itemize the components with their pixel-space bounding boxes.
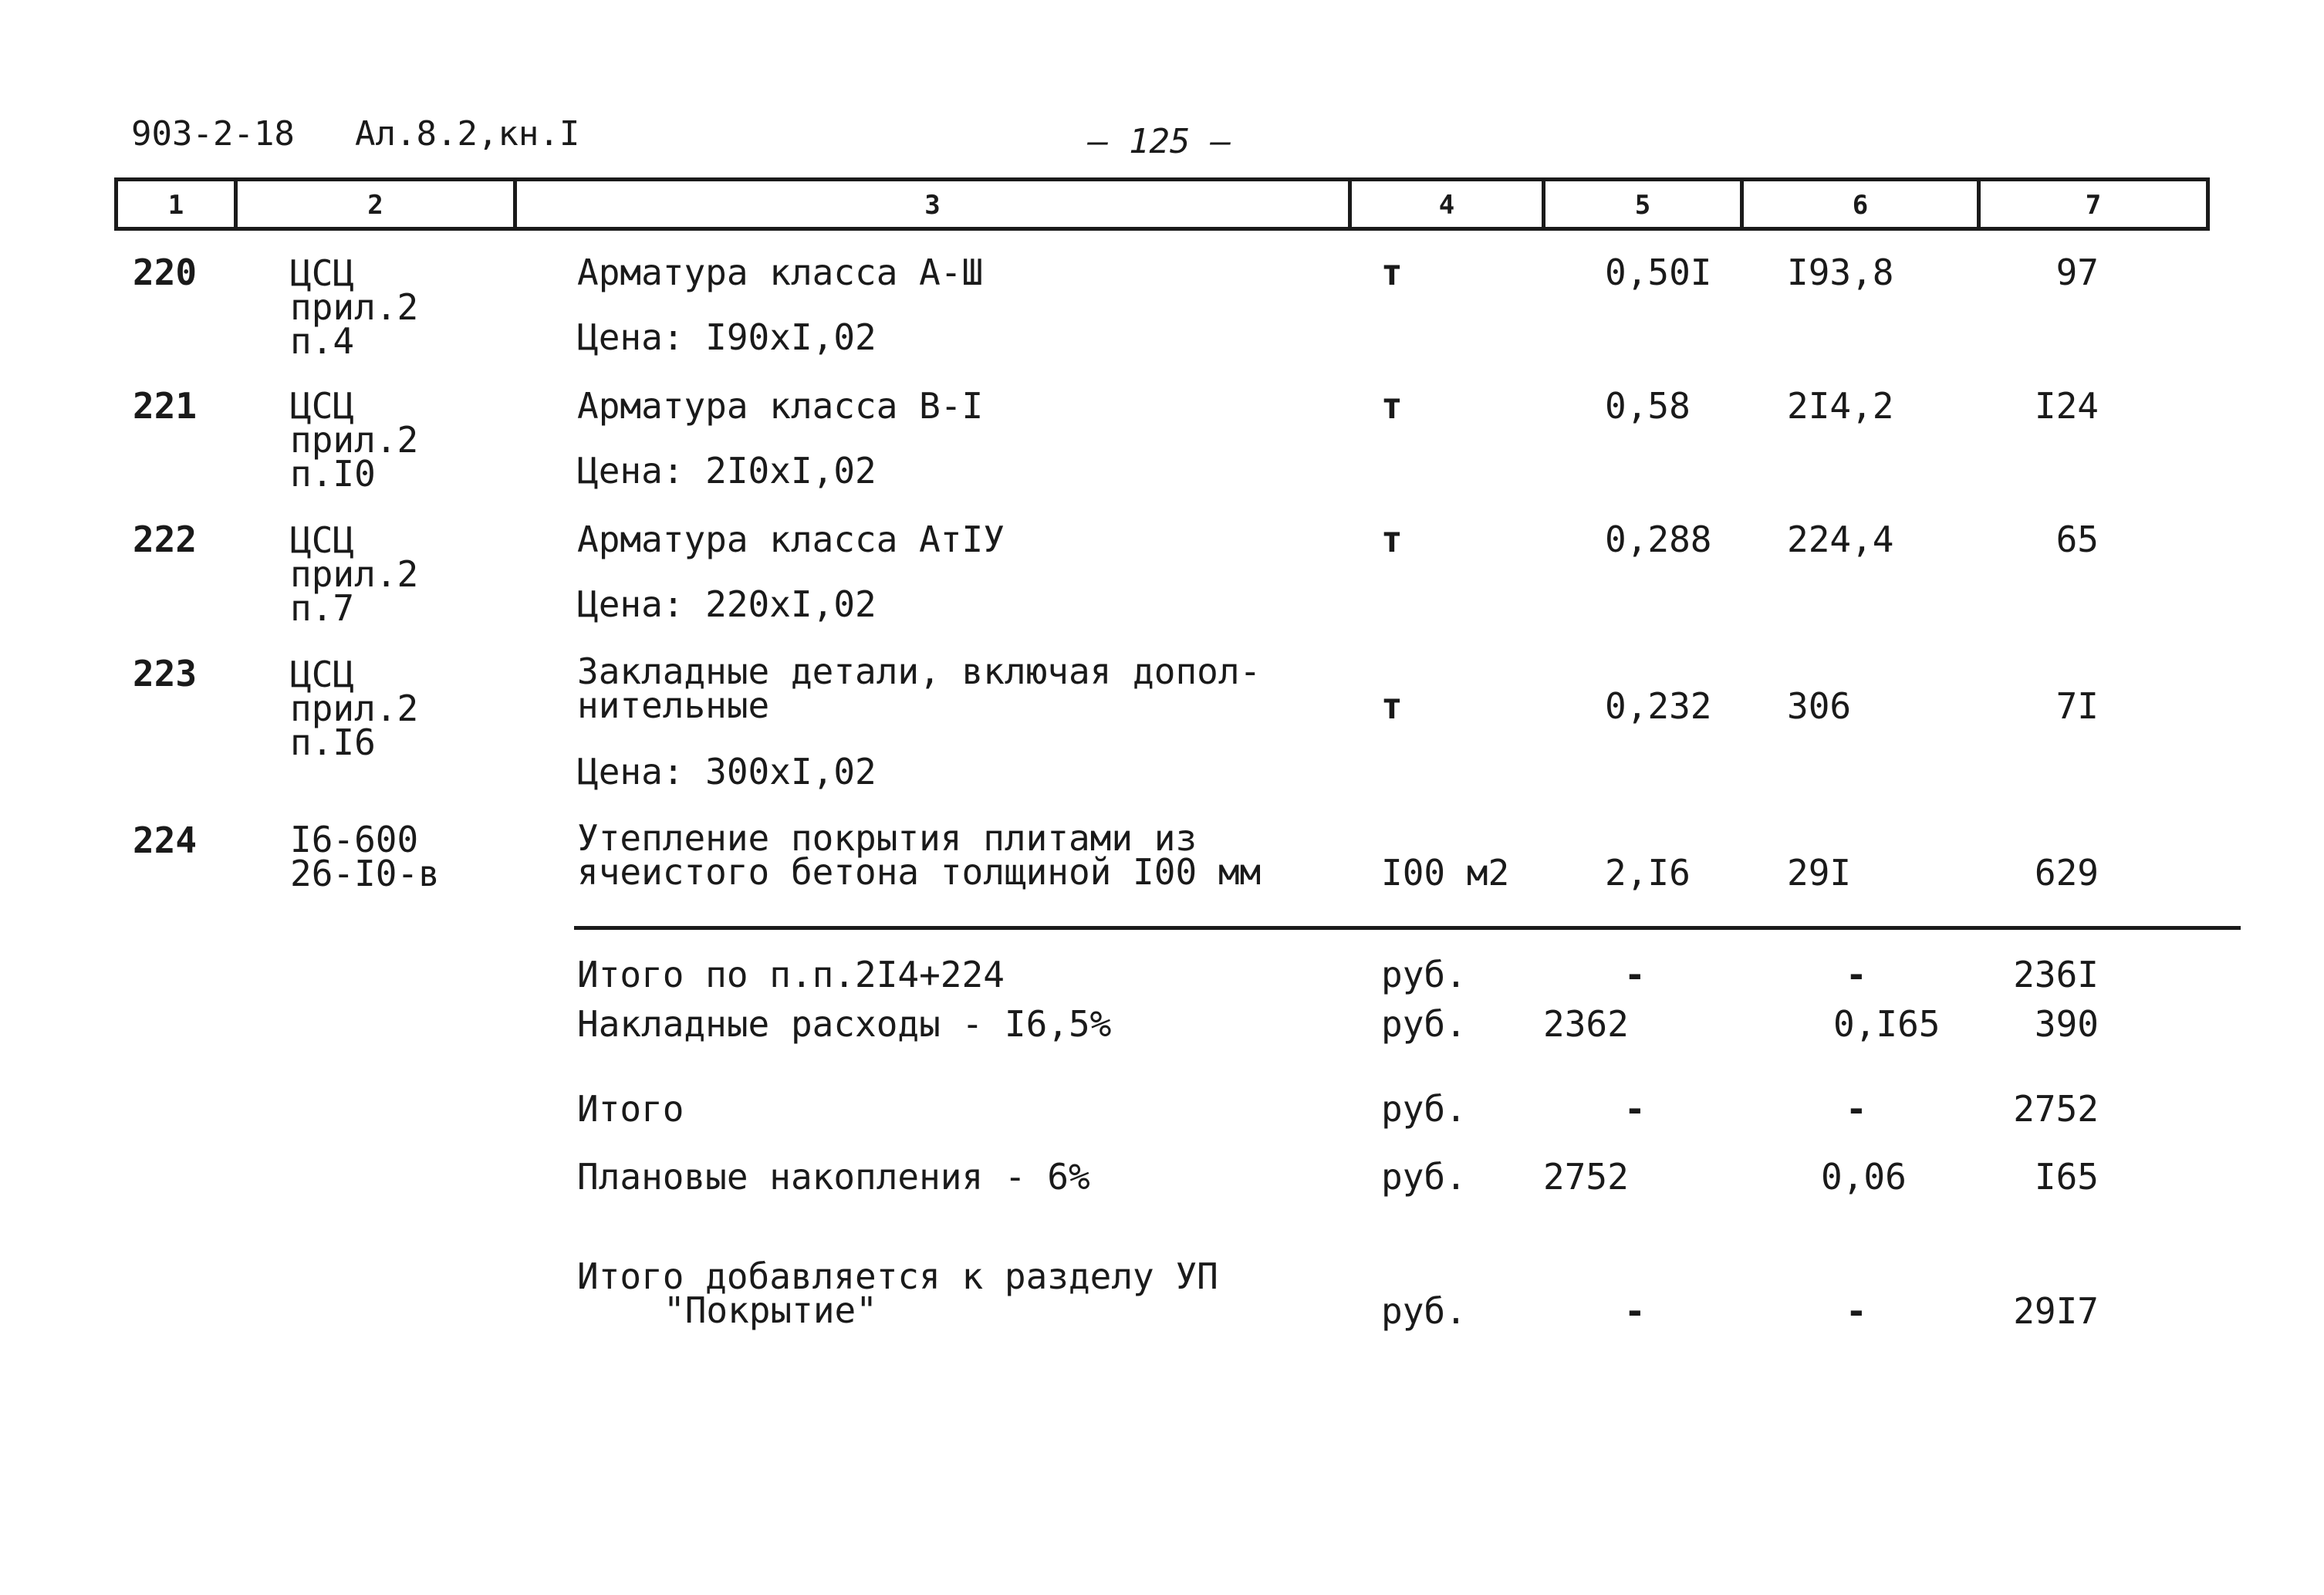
summary-total: 236I — [2013, 954, 2099, 995]
row-description: Утепление покрытия плитами из — [577, 817, 1197, 859]
row-reference-line: прил.2 — [290, 286, 419, 328]
row-rate: 2I4,2 — [1787, 385, 1894, 427]
row-reference-line: ЦСЦ — [290, 252, 355, 294]
summary-unit: руб. — [1381, 1088, 1467, 1130]
row-unit: I00 м2 — [1381, 852, 1510, 894]
row-quantity: 0,50I — [1605, 252, 1712, 293]
row-number: 223 — [133, 653, 198, 694]
row-reference-line: I6-600 — [290, 819, 419, 860]
row-reference-line: ЦСЦ — [290, 519, 355, 561]
row-price-formula: Цена: I90xI,02 — [577, 316, 877, 358]
row-reference-line: ЦСЦ — [290, 385, 355, 427]
column-number: 6 — [1852, 190, 1869, 221]
row-quantity: 0,232 — [1605, 685, 1712, 727]
summary-unit: руб. — [1381, 1156, 1467, 1198]
row-price-formula: Цена: 2I0xI,02 — [577, 450, 877, 492]
row-unit: т — [1381, 685, 1403, 727]
row-rate: 29I — [1787, 852, 1852, 894]
row-number: 224 — [133, 819, 198, 861]
row-reference-line: п.I6 — [290, 721, 376, 763]
row-number: 222 — [133, 519, 198, 560]
row-quantity: 2,I6 — [1605, 852, 1691, 894]
row-reference-line: ЦСЦ — [290, 654, 355, 695]
header-divider — [2206, 177, 2210, 231]
album-reference: Ал.8.2,кн.I — [355, 114, 580, 154]
row-number: 221 — [133, 385, 198, 427]
summary-col6: - — [1846, 954, 1867, 995]
row-reference-line: 26-I0-в — [290, 853, 440, 894]
row-price-formula: Цена: 300xI,02 — [577, 751, 877, 792]
summary-unit: руб. — [1381, 954, 1467, 995]
summary-col6: 0,06 — [1821, 1156, 1907, 1198]
column-number: 5 — [1634, 190, 1651, 221]
row-rate: I93,8 — [1787, 252, 1894, 293]
summary-label: Итого — [577, 1088, 684, 1130]
row-rate: 224,4 — [1787, 519, 1894, 560]
summary-separator — [574, 926, 2241, 930]
page-number: — 125 — — [1088, 122, 1231, 161]
row-quantity: 0,288 — [1605, 519, 1712, 560]
summary-col6: - — [1846, 1290, 1867, 1332]
row-description: ячеистого бетона толщиной I00 мм — [577, 851, 1262, 893]
row-total: 7I — [2055, 685, 2099, 727]
row-description: Закладные детали, включая допол- — [577, 651, 1262, 692]
row-reference-line: прил.2 — [290, 553, 419, 595]
row-total: 629 — [2034, 852, 2099, 894]
summary-label: "Покрытие" — [664, 1289, 877, 1331]
summary-label: Итого добавляется к разделу УП — [577, 1255, 1218, 1297]
row-total: I24 — [2034, 385, 2099, 427]
summary-unit: руб. — [1381, 1003, 1467, 1045]
summary-col5: - — [1624, 1088, 1646, 1130]
summary-label: Накладные расходы - I6,5% — [577, 1003, 1112, 1045]
header-top-border — [114, 177, 2210, 181]
row-reference-line: п.7 — [290, 587, 355, 629]
summary-total: 390 — [2034, 1003, 2099, 1045]
column-number: 2 — [367, 190, 383, 221]
summary-label: Итого по п.п.2I4+224 — [577, 954, 1005, 995]
row-price-formula: Цена: 220xI,02 — [577, 583, 877, 625]
row-unit: т — [1381, 519, 1403, 560]
row-reference-line: прил.2 — [290, 419, 419, 461]
summary-total: 2752 — [2013, 1088, 2099, 1130]
column-number: 4 — [1438, 190, 1455, 221]
row-number: 220 — [133, 252, 198, 293]
row-description: нительные — [577, 684, 770, 726]
row-total: 65 — [2055, 519, 2099, 560]
summary-label: Плановые накопления - 6% — [577, 1156, 1090, 1198]
row-reference-line: п.4 — [290, 320, 355, 362]
summary-col5: - — [1624, 1290, 1646, 1332]
summary-col5: - — [1624, 954, 1646, 995]
row-total: 97 — [2055, 252, 2099, 293]
row-reference-line: п.I0 — [290, 453, 376, 495]
document-code: 903-2-18 — [131, 114, 295, 154]
row-description: Арматура класса АтIУ — [577, 519, 1005, 560]
summary-total: 29I7 — [2013, 1290, 2099, 1332]
row-quantity: 0,58 — [1605, 385, 1691, 427]
column-number: 7 — [2085, 190, 2102, 221]
summary-unit: руб. — [1381, 1290, 1467, 1332]
row-unit: т — [1381, 252, 1403, 293]
row-unit: т — [1381, 385, 1403, 427]
row-description: Арматура класса В-I — [577, 385, 984, 427]
row-description: Арматура класса А-Ш — [577, 252, 984, 293]
column-number: 3 — [924, 190, 941, 221]
summary-col6: 0,I65 — [1833, 1003, 1941, 1045]
summary-total: I65 — [2034, 1156, 2099, 1198]
summary-col6: - — [1846, 1088, 1867, 1130]
row-reference-line: прил.2 — [290, 688, 419, 729]
summary-col5: 2752 — [1543, 1156, 1629, 1198]
row-rate: 306 — [1787, 685, 1852, 727]
column-number: 1 — [167, 190, 184, 221]
summary-col5: 2362 — [1543, 1003, 1629, 1045]
